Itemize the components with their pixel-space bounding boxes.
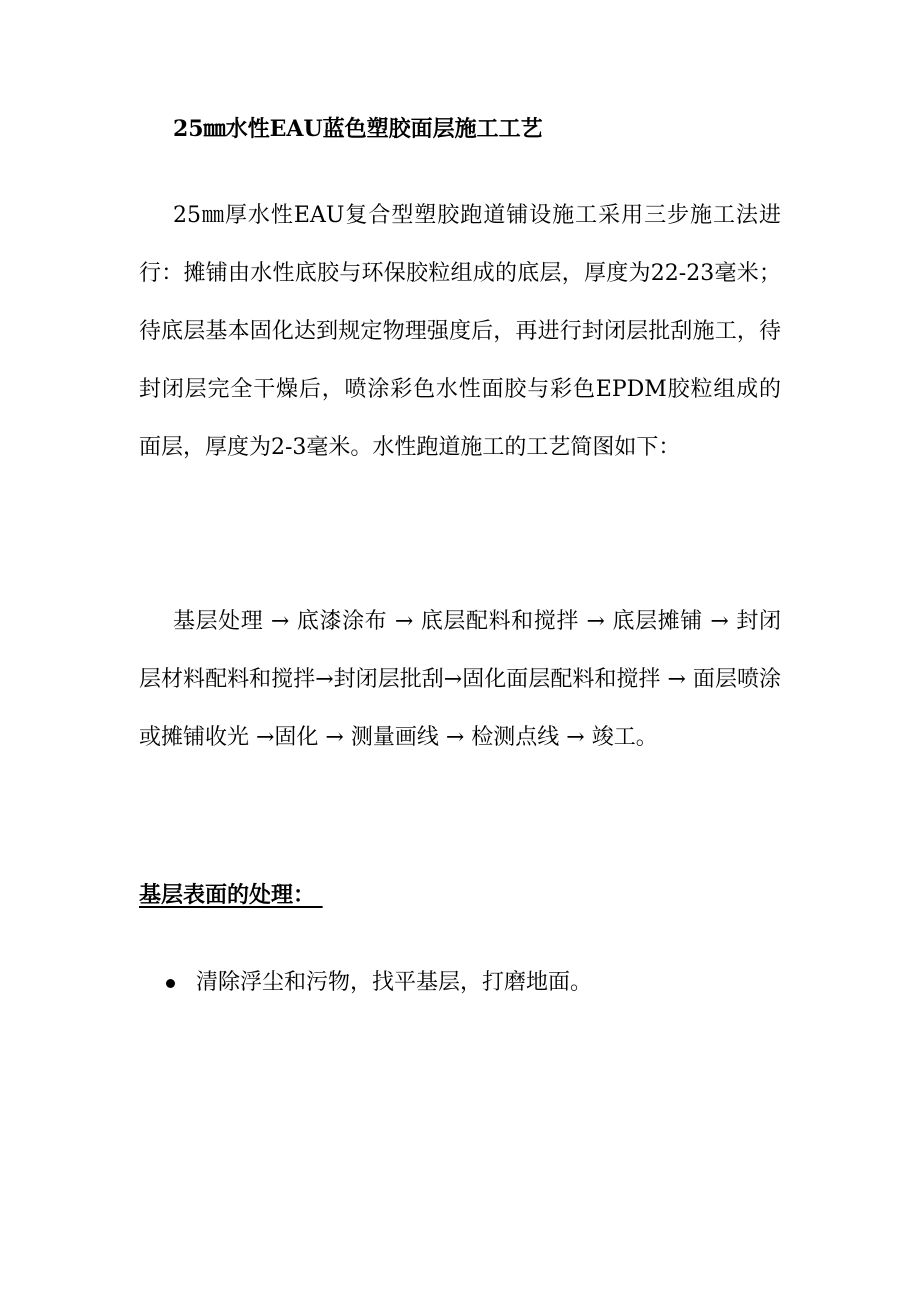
bullet-dot-icon bbox=[166, 979, 175, 988]
document-title: 25㎜水性EAU蓝色塑胶面层施工工艺 bbox=[173, 116, 543, 142]
intro-paragraph: 25㎜厚水性EAU复合型塑胶跑道铺设施工采用三步施工法进行：摊铺由水性底胶与环保胶粒组成的底层，厚度为22-23毫米；待底层基本固化达到规定物理强度后，再进行封闭层批刮施工，待封闭层完全干燥后，喷涂彩色水性面胶与彩色EPDM胶粒组成的面层，厚度为2-3毫米。水性跑道施工的工艺简图如下： bbox=[139, 203, 781, 460]
bullet-list bbox=[166, 966, 766, 1000]
section-heading-base-treatment: 基层表面的处理： bbox=[139, 882, 323, 908]
list-item-text: 清除浮尘和污物，找平基层，打磨地面。 bbox=[196, 970, 593, 995]
list-item bbox=[166, 966, 766, 1000]
process-flow-paragraph: 基层处理 → 底漆涂布 → 底层配料和搅拌 → 底层摊铺 → 封闭层材料配料和搅拌→封闭层批刮→固化面层配料和搅拌 → 面层喷涂或摊铺收光 →固化 → 测量画线 → 检测点线 → 竣工。 bbox=[139, 609, 781, 750]
